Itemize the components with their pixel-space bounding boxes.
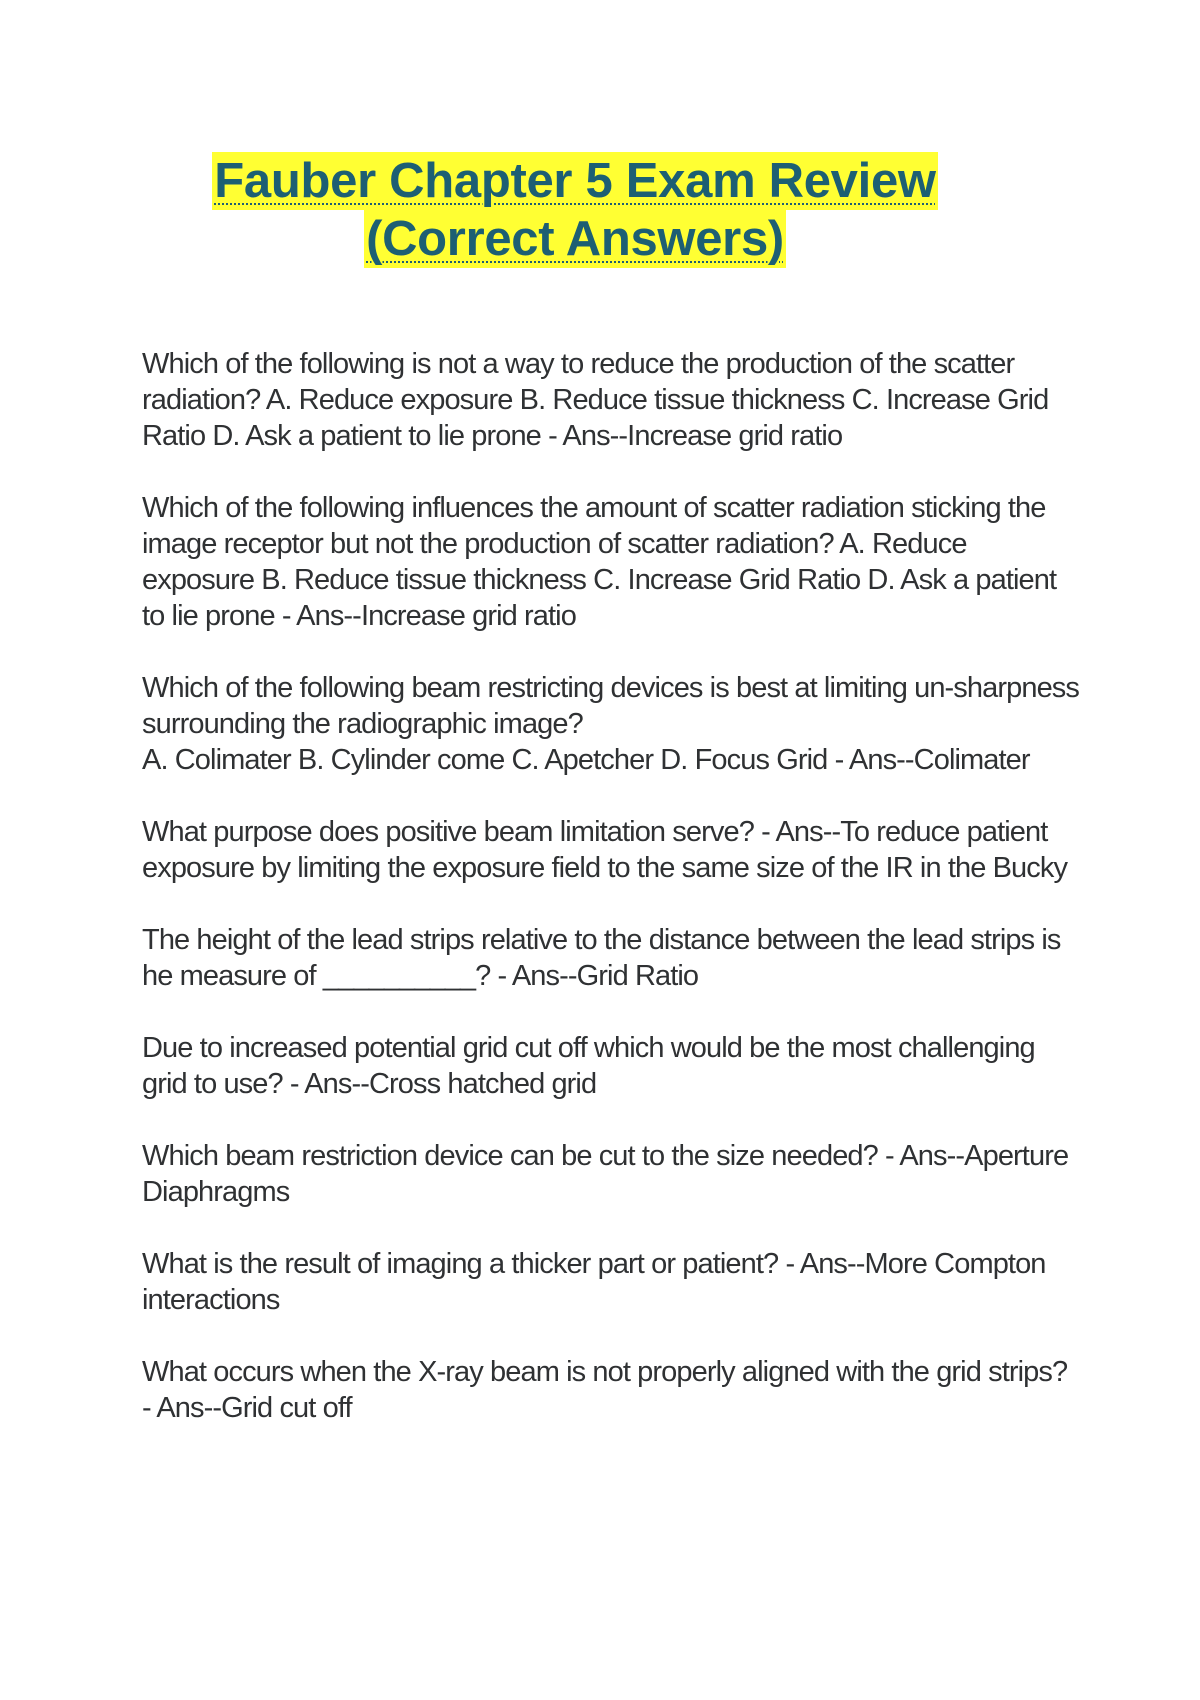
question-text: Which of the following is not a way to reduce the production of the scatter radiation? A. Reduce exposure B. Reduce tissue thickness C. Increase Grid Ratio D. Ask a patient to lie prone — [142, 348, 1049, 452]
question-text: Due to increased potential grid cut off which would be the most challenging grid to use? — [142, 1032, 1035, 1100]
qa-item — [142, 1354, 1082, 1426]
answer-text: - Ans--To reduce patient exposure by limiting the exposure field to the same size of the IR in the Bucky — [142, 816, 1068, 884]
document-title — [0, 152, 1150, 268]
qa-item — [142, 922, 1082, 994]
question-text: What occurs when the X-ray beam is not properly aligned with the grid strips? — [142, 1356, 1068, 1388]
qa-item — [142, 670, 1082, 778]
title-row-1 — [0, 152, 1150, 210]
answer-text: - Ans--Grid Ratio — [490, 960, 699, 992]
qa-item — [142, 814, 1082, 886]
answer-text: - Ans--Colimater — [827, 744, 1030, 776]
answer-text: - Ans--Grid cut off — [142, 1392, 352, 1424]
title-line-2: (Correct Answers) — [366, 212, 784, 266]
qa-item — [142, 1138, 1082, 1210]
answer-text: - Ans--More Compton interactions — [142, 1248, 1046, 1316]
question-text: Which of the following influences the amount of scatter radiation sticking the image receptor but not the production of scatter radiation? A. Reduce exposure B. Reduce tissue thickness C. Increase Grid Ratio D. Ask a patient to lie prone — [142, 492, 1057, 632]
answer-text: - Ans--Aperture Diaphragms — [142, 1140, 1069, 1208]
answer-text: - Ans--Cross hatched grid — [282, 1068, 597, 1100]
answer-text: - Ans--Increase grid ratio — [274, 600, 576, 632]
question-text: What purpose does positive beam limitation serve? — [142, 816, 754, 848]
title-row-2 — [0, 210, 1150, 268]
question-text: Which of the following beam restricting devices is best at limiting un-sharpness surrounding the radiographic image? A. Colimater B. Cylinder come C. Apetcher D. Focus Grid — [142, 672, 1080, 776]
qa-list — [142, 346, 1082, 1462]
qa-item — [142, 1246, 1082, 1318]
qa-item — [142, 1030, 1082, 1102]
question-text: The height of the lead strips relative to the distance between the lead strips is he measure of __________? — [142, 924, 1061, 992]
answer-text: - Ans--Increase grid ratio — [540, 420, 843, 452]
qa-item — [142, 346, 1082, 454]
qa-item — [142, 490, 1082, 634]
title-line-1: Fauber Chapter 5 Exam Review — [214, 154, 936, 208]
question-text: Which beam restriction device can be cut to the size needed? — [142, 1140, 878, 1172]
question-text: What is the result of imaging a thicker part or patient? — [142, 1248, 779, 1280]
